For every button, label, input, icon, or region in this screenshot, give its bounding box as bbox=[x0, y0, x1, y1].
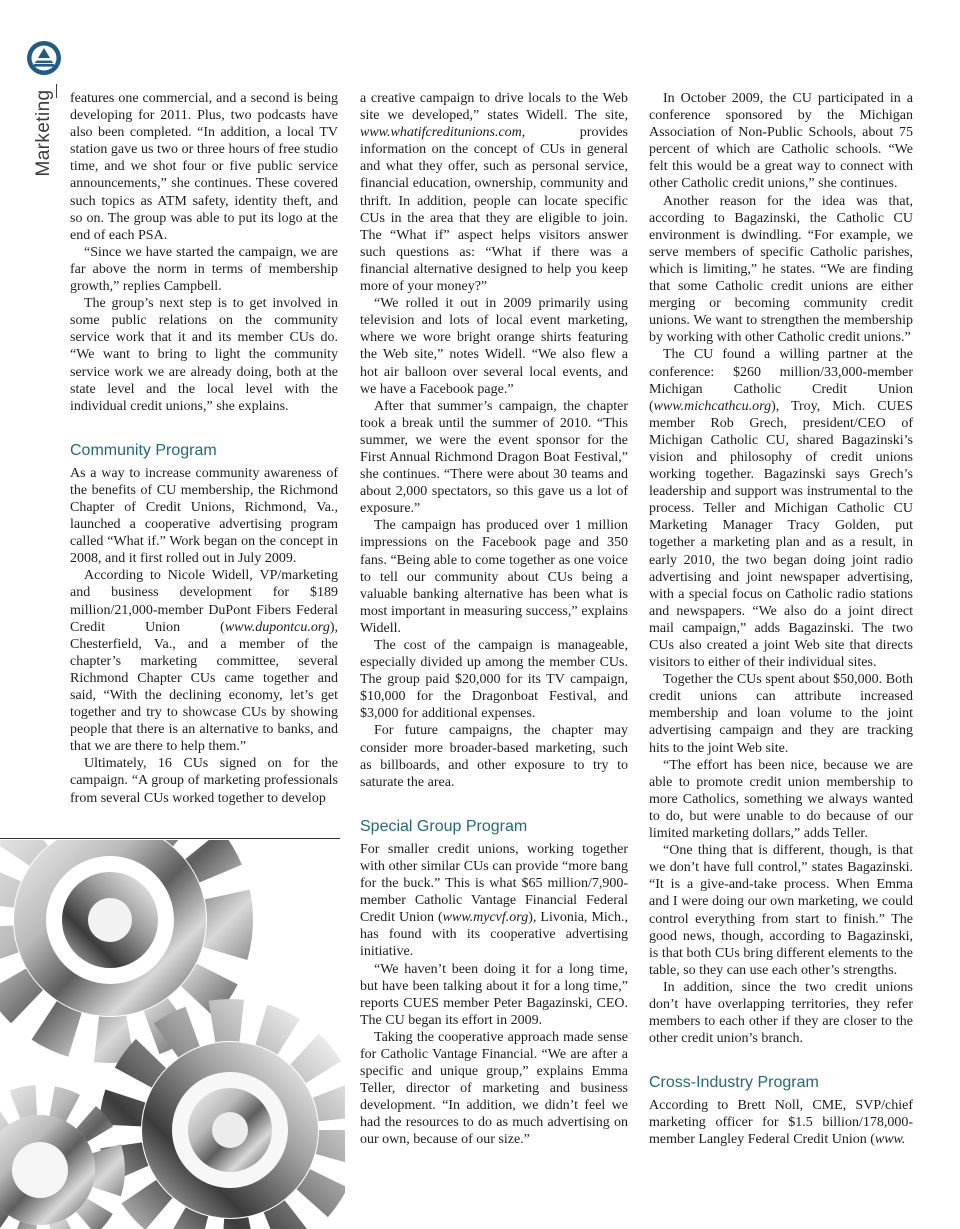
publication-logo-icon bbox=[26, 40, 62, 76]
paragraph bbox=[649, 346, 913, 671]
section-heading-cross-industry-program: Cross-Industry Program bbox=[649, 1074, 819, 1092]
text: ), Troy, Mich. CUES member Rob Grech, president/CEO of Michigan Catholic CU, shared Bagazinski’s vision and philosophy of credit unions working together. Bagazinski says Grech’s leadership and support was instrumental to the process. Teller and Michigan Catholic CU Marketing Manager Tracy Golden, put together a marketing plan and as a result, in early 2010, the two began doing joint radio advertising and joint newspaper advertising, with a special focus on Catholic radio stations and newspapers. “We also do a joint direct mail campaign,” adds Bagazinski. The two CUs also created a joint Web site that directs visitors to either of their individual sites. bbox=[649, 398, 913, 671]
paragraph: Together the CUs spent about $50,000. Both credit unions can attribute increased membership and loan volume to the joint advertising campaign and they are tracking hits to the joint Web site. bbox=[649, 672, 913, 756]
paragraph: features one commercial, and a second is being developing for 2011. Plus, two podcasts have also been completed. “In addition, a local TV station gave us two or three hours of free studio time, and we shot four or five public service announcements,” she continues. These covered such topics as ATM safety, identity theft, and so on. The group was able to put its logo at the end of each PSA. bbox=[70, 91, 338, 243]
paragraph: Ultimately, 16 CUs signed on for the campaign. “A group of marketing professionals from several CUs worked together to develop bbox=[70, 756, 338, 806]
text: According to Brett Noll, CME, SVP/chief marketing officer for $1.5 billion/178,000-member Langley Federal Credit Union ( bbox=[649, 1098, 913, 1148]
text: For smaller credit unions, working together with other similar CUs can provide “more bang for the buck.” This is what $65 million/7,900-member Catholic Vantage Financial Federal Credit Union ( bbox=[360, 841, 628, 926]
url-link: www.dupontcu.org bbox=[224, 619, 330, 635]
paragraph: After that summer’s campaign, the chapter took a break until the summer of 2010. “This summer, we were the event sponsor for the First Annual Richmond Dragon Boat Festival,” she continues. “There were about 30 teams and about 2,000 spectators, so this gave us a lot of exposure.” bbox=[360, 398, 628, 517]
paragraph bbox=[70, 567, 338, 755]
paragraph: Another reason for the idea was that, according to Bagazinski, the Catholic CU environment is dwindling. “For example, we serve members of specific Catholic parishes, which is limiting,” he states. “We are finding that some Catholic credit unions are either merging or becoming community credit unions. We want to strengthen the membership by working with other Catholic credit unions.” bbox=[649, 193, 913, 346]
paragraph bbox=[360, 90, 628, 295]
image-top-rule bbox=[0, 838, 340, 839]
paragraph: The campaign has produced over 1 million impressions on the Facebook page and 350 fans. “Being able to come together as one voice to tell our community about CUs being a valuable banking alternative has been what is most important in measuring success,” explains Widell. bbox=[360, 518, 628, 636]
paragraph: In October 2009, the CU participated in a conference sponsored by the Michigan Association of Non-Public Schools, about 75 percent of which are Catholic schools. “We felt this would be a great way to connect with other Catholic credit unions,” she continues. bbox=[649, 91, 913, 192]
paragraph: “The effort has been nice, because we are able to promote credit union membership to more Catholics, something we always wanted to do, but were unable to do because of our limited marketing dollars,” adds Teller. bbox=[649, 757, 913, 842]
text: The CU found a willing partner at the conference: $260 million/33,000-member Michigan Catholic Credit Union ( bbox=[649, 347, 913, 414]
section-heading-community-program: Community Program bbox=[70, 441, 217, 459]
text: According to Nicole Widell, VP/marketing and business development for $189 million/21,000-member DuPont Fibers Federal Credit Union ( bbox=[70, 568, 338, 635]
url-link: www.michcathcu.org bbox=[653, 398, 772, 414]
paragraph: The cost of the campaign is manageable, especially divided up among the member CUs. The group paid $20,000 for its TV campaign, $10,000 for the Dragonboat Festival, and $3,000 for additional expenses. bbox=[360, 638, 628, 722]
paragraph: “Since we have started the campaign, we are far above the norm in terms of membership growth,” replies Campbell. bbox=[70, 244, 338, 295]
paragraph bbox=[649, 1097, 913, 1148]
text: , provides information on the concept of CUs in general and what they offer, such as personal service, financial education, ownership, community and thrift. In addition, people can locate specific CUs in the area that they are eligible to join. The “What if” aspect helps visitors answer such questions as: “What if there was a financial alternative designed to help you keep more of your money?” bbox=[360, 125, 628, 295]
paragraph: In addition, since the two credit unions don’t have overlapping territories, they refer members to each other if they are closer to the other credit union’s branch. bbox=[649, 979, 913, 1047]
url-link: www.whatifcreditunions.com bbox=[360, 125, 522, 141]
column-3 bbox=[649, 90, 913, 1149]
gears-illustration-icon bbox=[0, 840, 345, 1229]
paragraph: “We rolled it out in 2009 primarily using television and lots of local event marketing, where we wore bright orange shirts featuring the Web site,” notes Widell. “We also flew a hot air balloon over several local events, and we have a Facebook page.” bbox=[360, 296, 628, 397]
url-link: www.mycvf.org bbox=[442, 910, 529, 926]
paragraph: “One thing that is different, though, is that we don’t have full control,” states Bagazinski. “It is a give-and-take process. When Emma and I were doing our own marketing, we could control everything from start to finish.” The good news, though, according to Bagazinski, is that both CUs bring different elements to the table, so they can use each other’s strengths. bbox=[649, 843, 913, 978]
paragraph bbox=[360, 841, 628, 961]
paragraph: As a way to increase community awareness of the benefits of CU membership, the Richmond Chapter of Credit Unions, Richmond, Va., launched a cooperative advertising program called “What if.” Work began on the concept in 2008, and it first rolled out in July 2009. bbox=[70, 465, 338, 567]
column-2 bbox=[360, 90, 628, 1149]
paragraph: For future campaigns, the chapter may consider more broader-based marketing, such as billboards, and other exposure to try to saturate the area. bbox=[360, 723, 628, 790]
paragraph: The group’s next step is to get involved in some public relations on the community service work that it and its member CUs do. “We want to bring to light the community service work we are already doing, both at the state level and the local level with the individual credit unions,” she explains. bbox=[70, 296, 338, 414]
text: ), Chesterfield, Va., and a member of the chapter’s marketing committee, several Richmond Chapter CUs came together and said, “With the declining economy, let’s get together and try to showcase CUs by showing people that there is an alternative to banks, and that we are there to help them.” bbox=[70, 619, 338, 755]
paragraph: Taking the cooperative approach made sense for Catholic Vantage Financial. “We are after a specific and unique group,” explains Emma Teller, director of marketing and business development. “In addition, we didn’t feel we had the resources to do as much advertising on our own, because of our size.” bbox=[360, 1029, 628, 1148]
section-label: Marketing bbox=[33, 89, 54, 177]
text: ), Livonia, Mich., has found with its cooperative advertising initiative. bbox=[360, 910, 628, 960]
section-tab bbox=[24, 86, 64, 186]
text: a creative campaign to drive locals to the Web site we developed,” states Widell. The site, bbox=[360, 91, 628, 124]
section-heading-special-group-program: Special Group Program bbox=[360, 817, 528, 835]
url-link: www. bbox=[874, 1132, 906, 1148]
column-1 bbox=[70, 90, 338, 807]
paragraph: “We haven’t been doing it for a long time, but have been talking about it for a long time,” reports CUES member Peter Bagazinski, CEO. The CU began its effort in 2009. bbox=[360, 961, 628, 1028]
